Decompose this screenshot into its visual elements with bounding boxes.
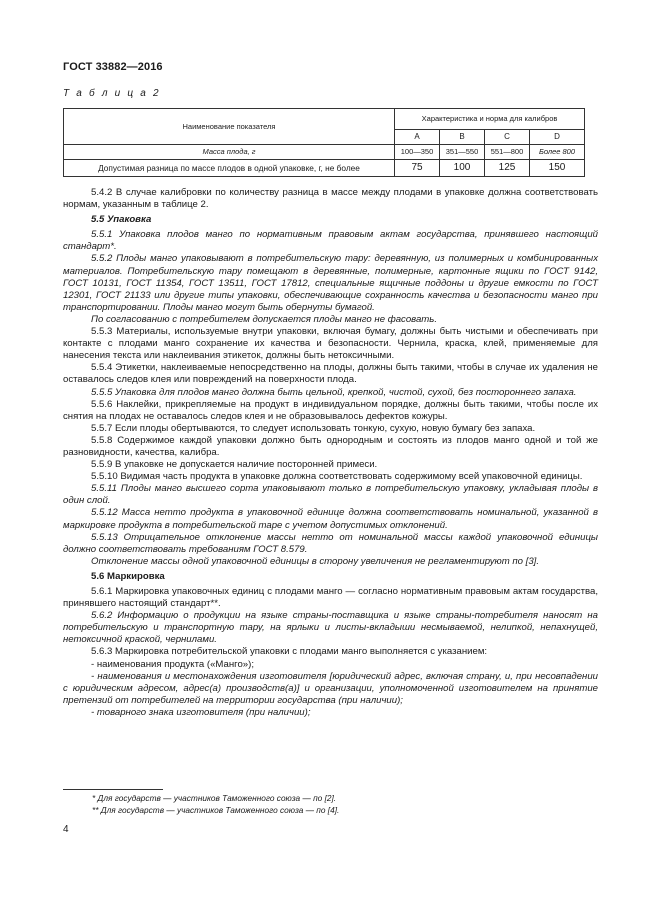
para-5-5-9: 5.5.9 В упаковке не допускается наличие посторонней примеси.	[91, 459, 378, 471]
para-5-6-3c: - товарного знака изготовителя (при наличии);	[91, 706, 311, 718]
para-5-5-13b: Отклонение массы одной упаковочной единицы в сторону увеличения не регламентируют по [3].	[91, 555, 540, 567]
page-number: 4	[63, 824, 69, 835]
row-mass-c: 551—800	[485, 145, 530, 160]
para-5-6-3: 5.6.3 Маркировка потребительской упаковки с плодами манго выполняется с указанием:	[91, 646, 488, 658]
row-diff-a: 75	[395, 160, 440, 177]
footnote-divider	[63, 789, 163, 790]
para-5-5-12: 5.5.12 Масса нетто продукта в упаковочной единице должна соответствовать номинальной, указанной в маркировке продукта в потребительской таре с учетом допустимых отклонений.	[63, 507, 598, 531]
row-diff-c: 125	[485, 160, 530, 177]
section-heading-5-6: 5.6 Маркировка	[91, 570, 165, 582]
caliber-d: D	[530, 130, 585, 145]
row-mass-d: Более 800	[530, 145, 585, 160]
row-mass-a: 100—350	[395, 145, 440, 160]
standard-header: ГОСТ 33882—2016	[63, 61, 163, 73]
row-mass-b: 351—550	[440, 145, 485, 160]
para-5-5-8: 5.5.8 Содержимое каждой упаковки должно быть однородным и состоять из плодов манго одной и той же разновидности, качества, калибра.	[63, 434, 598, 458]
footnote-2: ** Для государств — участников Таможенного союза — по [4].	[92, 805, 340, 815]
document-body	[63, 187, 598, 719]
para-5-4-2: 5.4.2 В случае калибровки по количеству разница в массе между плодами в упаковке должна соответствовать нормам, указанным в таблице 2.	[63, 187, 598, 211]
section-heading-5-5: 5.5 Упаковка	[91, 214, 152, 226]
caliber-a: A	[395, 130, 440, 145]
para-5-5-10: 5.5.10 Видимая часть продукта в упаковке должна соответствовать содержимому всей упаковочной единицы.	[91, 471, 583, 483]
para-5-5-1: 5.5.1 Упаковка плодов манго по нормативным правовым актам государства, принявшего настоящий стандарт*.	[63, 229, 598, 253]
footnote-1: * Для государств — участников Таможенного союза — по [2].	[92, 793, 337, 803]
caliber-c: C	[485, 130, 530, 145]
caliber-table	[63, 108, 585, 177]
row-diff-label: Допустимая разница по массе плодов в одной упаковке, г, не более	[64, 160, 395, 177]
para-5-6-3a: - наименования продукта («Манго»);	[91, 658, 254, 670]
para-5-5-11: 5.5.11 Плоды манго высшего сорта упаковывают только в потребительскую упаковку, укладывая плоды в один слой.	[63, 483, 598, 507]
col-header-group: Характеристика и норма для калибров	[395, 109, 585, 130]
para-5-5-5: 5.5.5 Упаковка для плодов манго должна быть цельной, крепкой, чистой, сухой, без постороннего запаха.	[91, 386, 577, 398]
para-5-5-13: 5.5.13 Отрицательное отклонение массы нетто от номинальной массы каждой упаковочной единицы должно соответствовать требованиям ГОСТ 8.579.	[63, 531, 598, 555]
para-5-5-4: 5.5.4 Этикетки, наклеиваемые непосредственно на плоды, должны быть такими, чтобы в случае их удаления не оставалось следов клея или повреждений на поверхности плода.	[63, 362, 598, 386]
caliber-b: B	[440, 130, 485, 145]
table-caption: Т а б л и ц а 2	[63, 88, 161, 99]
para-5-5-2: 5.5.2 Плоды манго упаковывают в потребительскую тару: деревянную, из полимерных и комбинированных материалов. Потребительскую тару помещают в деревянные, полимерные, картонные ящики по ГОСТ 9142, ГОСТ 10131, ГОСТ 11354, ГОСТ 13511, ГОСТ 17812, специальные ящичные поддоны и другие емкости по ГОСТ 12301, ГОСТ 21133 или другие типы упаковки, обеспечивающие сохранность качества и безопасности манго при транспортировании. Плоды манго могут быть обернуты бумагой.	[63, 253, 598, 313]
para-5-6-1: 5.6.1 Маркировка упаковочных единиц с плодами манго — согласно нормативным правовым актам государства, принявшего настоящий стандарт**.	[63, 586, 598, 610]
para-5-6-2: 5.6.2 Информацию о продукции на языке страны-поставщика и языке страны-потребителя наносят на потребительскую и транспортную тару, на ярлыки и листы-вкладыши несмываемой, нелипкой, непахнущей, нетоксичной краской, чернилами.	[63, 610, 598, 646]
para-5-5-6: 5.5.6 Наклейки, прикрепляемые на продукт в индивидуальном порядке, должны быть такими, чтобы после их снятия на плодах не оставалось следов клея и не образовывалось дефектов кожуры.	[63, 398, 598, 422]
para-5-5-2b: По согласованию с потребителем допускается плоды манго не фасовать.	[91, 313, 438, 325]
para-5-6-3b: - наименования и местонахождения изготовителя [юридический адрес, включая страну, и, при несовпадении с юридическим адресом, адрес(а) производств(а)] и организации, уполномоченной изготовителем на принятие претензий от потребителей на территории государства (при наличии);	[63, 670, 598, 706]
row-diff-d: 150	[530, 160, 585, 177]
row-mass-label: Масса плода, г	[64, 145, 395, 160]
para-5-5-3: 5.5.3 Материалы, используемые внутри упаковки, включая бумагу, должны быть чистыми и обеспечивать при контакте с плодами манго сохранение их качества и безопасности. Чернила, краска, клей, применяемые для нанесения текста или наклеивания этикеток, должны быть нетоксичными.	[63, 326, 598, 362]
para-5-5-7: 5.5.7 Если плоды обертываются, то следует использовать тонкую, сухую, новую бумагу без запаха.	[91, 422, 536, 434]
row-diff-b: 100	[440, 160, 485, 177]
col-header-name: Наименование показателя	[64, 109, 395, 145]
